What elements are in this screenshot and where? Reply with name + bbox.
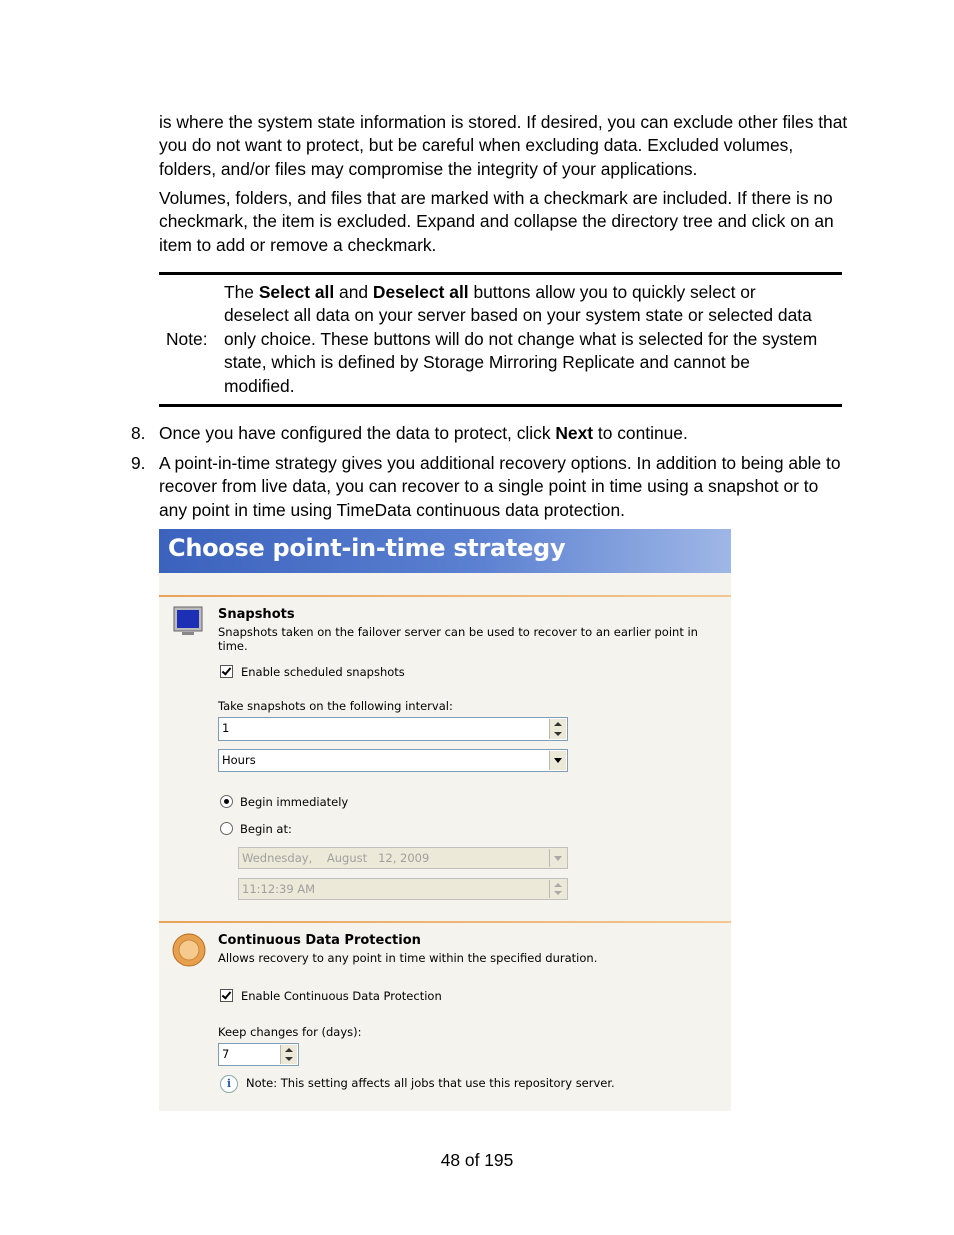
info-icon: i — [220, 1075, 238, 1093]
begin-at-radio[interactable] — [220, 822, 233, 835]
next-bold: Next — [555, 423, 594, 443]
monitor-icon — [171, 605, 205, 639]
banner — [159, 529, 731, 573]
note-top-rule — [159, 272, 842, 275]
step-number: 9. — [131, 453, 146, 473]
note-label: Note: — [166, 329, 208, 349]
spin-arrows-icon[interactable] — [549, 719, 566, 739]
begin-date-picker[interactable] — [238, 847, 568, 869]
note-text — [224, 281, 824, 398]
step-number: 8. — [131, 423, 146, 443]
begin-immediately-radio[interactable] — [220, 795, 233, 808]
keep-days-value: 7 — [222, 1047, 230, 1061]
enable-cdp-checkbox[interactable] — [220, 989, 233, 1002]
interval-unit-value: Hours — [222, 753, 256, 767]
keep-changes-label: Keep changes for (days): — [218, 1025, 362, 1039]
note-text-3: buttons allow you to quickly select or deselect all data on your server based on your system state or selected data only choice. These buttons will do not change what is selected for the system state, which is defined by Storage Mirroring Replicate and cannot be modified. — [224, 282, 818, 396]
paragraph-system-state: is where the system state information is stored. If desired, you can exclude other files that you do not want to protect, but be careful when excluding data. Excluded volumes, folders, and/or files may compromise the integrity of your applications. — [159, 112, 848, 179]
chevron-down-icon[interactable] — [549, 849, 566, 867]
section-separator — [159, 921, 731, 923]
deselect-all-bold: Deselect all — [372, 282, 469, 302]
interval-stepper[interactable] — [218, 717, 568, 741]
begin-time-value: 11:12:39 AM — [242, 882, 316, 896]
enable-snapshots-label: Enable scheduled snapshots — [241, 665, 405, 679]
spin-arrows-icon[interactable] — [280, 1045, 297, 1064]
note-text-2: and — [334, 282, 373, 302]
interval-label: Take snapshots on the following interval: — [218, 699, 453, 713]
step-text: A point-in-time strategy gives you additional recovery options. In addition to being able to recover from live data, you can recover to a single point in time using a snapshot or to any point in time using TimeData continuous data protection. — [159, 453, 841, 520]
cdp-icon — [171, 932, 207, 968]
select-all-bold: Select all — [258, 282, 335, 302]
note-bottom-rule — [159, 404, 842, 407]
page-number: 48 of 195 — [440, 1150, 514, 1170]
begin-date-value: Wednesday, August 12, 2009 — [242, 851, 430, 865]
cdp-note: Note: This setting affects all jobs that use this repository server. — [246, 1076, 615, 1090]
interval-unit-select[interactable] — [218, 749, 568, 772]
interval-value: 1 — [222, 721, 230, 735]
paragraph-checkmark: Volumes, folders, and files that are marked with a checkmark are included. If there is no checkmark, the item is excluded. Expand and collapse the directory tree and click on an item to add or remove a checkmark. — [159, 188, 834, 255]
spin-arrows-icon[interactable] — [549, 880, 566, 898]
banner-title: Choose point-in-time strategy — [168, 534, 566, 562]
enable-cdp-label: Enable Continuous Data Protection — [241, 989, 442, 1003]
cdp-description: Allows recovery to any point in time within the specified duration. — [218, 951, 598, 965]
keep-days-stepper[interactable] — [218, 1043, 299, 1066]
begin-at-label: Begin at: — [240, 822, 292, 836]
begin-time-stepper[interactable] — [238, 878, 568, 900]
step-text — [159, 422, 849, 445]
snapshots-description: Snapshots taken on the failover server can be used to recover to an earlier point in time. — [218, 625, 698, 653]
chevron-down-icon[interactable] — [549, 751, 566, 770]
snapshots-title: Snapshots — [218, 607, 295, 622]
note-text-1: The — [224, 282, 259, 302]
section-separator — [159, 595, 731, 597]
point-in-time-screenshot — [159, 529, 731, 1111]
step-8-text-b: to continue. — [593, 423, 688, 443]
begin-immediately-label: Begin immediately — [240, 795, 349, 809]
cdp-title: Continuous Data Protection — [218, 933, 421, 948]
step-8-text-a: Once you have configured the data to protect, click — [159, 423, 556, 443]
enable-snapshots-checkbox[interactable] — [220, 665, 233, 678]
